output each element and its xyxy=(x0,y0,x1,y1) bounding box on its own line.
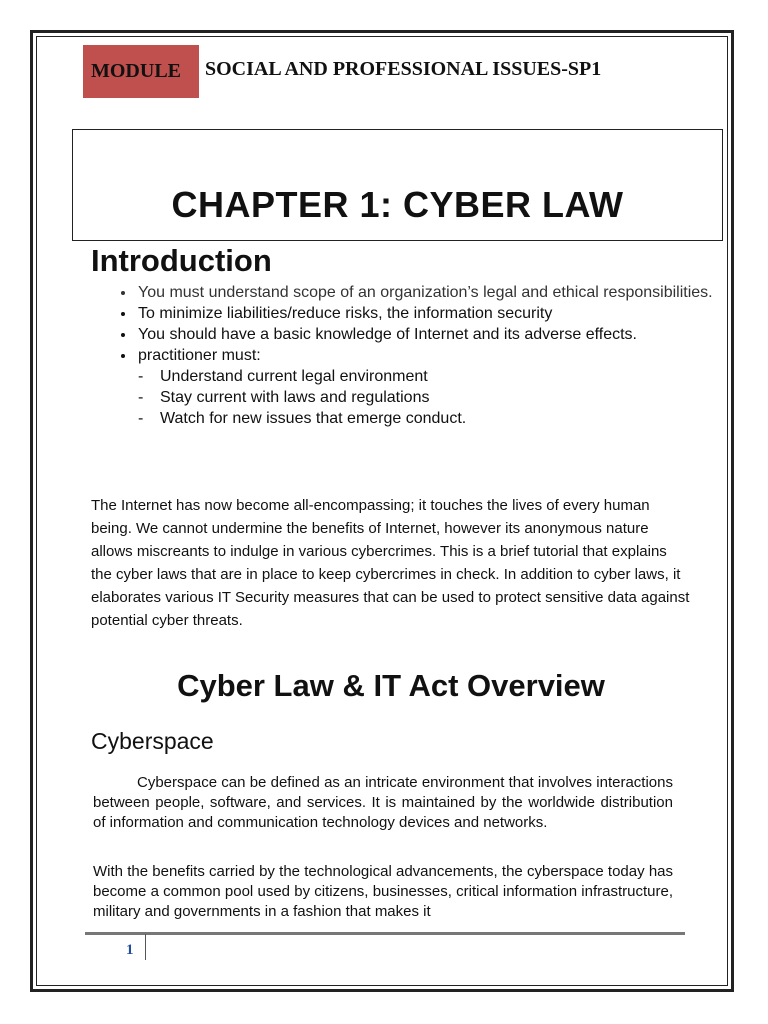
page-number-separator xyxy=(145,934,146,960)
introduction-paragraph: The Internet has now become all-encompassing; it touches the lives of every human being. We cannot undermine the benefits of Internet, however its anonymous nature allows miscreants to indulge in various cybercrimes. This is a brief tutorial that explains the cyber laws that are in place to keep cybercrimes in check. In addition to cyber laws, it elaborates various IT Security measures that can be used to protect sensitive data against potential cyber threats. xyxy=(91,497,690,629)
sub-item-text: Stay current with laws and regulations xyxy=(160,389,430,406)
cyberspace-paragraph-2: With the benefits carried by the technological advancements, the cyberspace today has become a common pool used by citizens, businesses, critical information infrastructure, military and governments in a fashion that makes it xyxy=(93,863,673,920)
sub-item xyxy=(138,387,736,408)
cyberspace-paragraph-1: Cyberspace can be defined as an intricate environment that involves interactions between people, software, and services. It is maintained by the worldwide distribution of information and communication technology devices and networks. xyxy=(93,774,673,831)
introduction-bullet-list xyxy=(92,282,736,429)
module-tag: MODULE xyxy=(83,45,199,98)
bullet-item xyxy=(136,345,736,429)
chapter-title: CHAPTER 1: CYBER LAW xyxy=(171,184,624,225)
cyberspace-subheading: Cyberspace xyxy=(91,728,214,754)
sub-item-text: Watch for new issues that emerge conduct. xyxy=(160,410,467,427)
bullet-item: • You should have a basic knowledge of Internet and its adverse effects. xyxy=(136,324,736,345)
footer-rule xyxy=(85,932,685,935)
bullet-item-text: practitioner must: xyxy=(138,347,261,364)
bullet-item: • You must understand scope of an organization’s legal and ethical responsibilities. xyxy=(136,282,736,303)
sub-item xyxy=(138,366,736,387)
dash-marker: - xyxy=(138,368,144,385)
sub-item xyxy=(138,408,736,429)
bullet-item: • To minimize liabilities/reduce risks, the information security xyxy=(136,303,736,324)
page-number: 1 xyxy=(126,942,134,958)
dash-marker: - xyxy=(138,389,144,406)
dash-marker: - xyxy=(138,410,144,427)
sub-item-list xyxy=(138,366,736,429)
sub-item-text: Understand current legal environment xyxy=(160,368,428,385)
overview-heading: Cyber Law & IT Act Overview xyxy=(177,668,605,703)
module-title: SOCIAL AND PROFESSIONAL ISSUES-SP1 xyxy=(205,58,602,80)
introduction-heading: Introduction xyxy=(91,243,272,278)
